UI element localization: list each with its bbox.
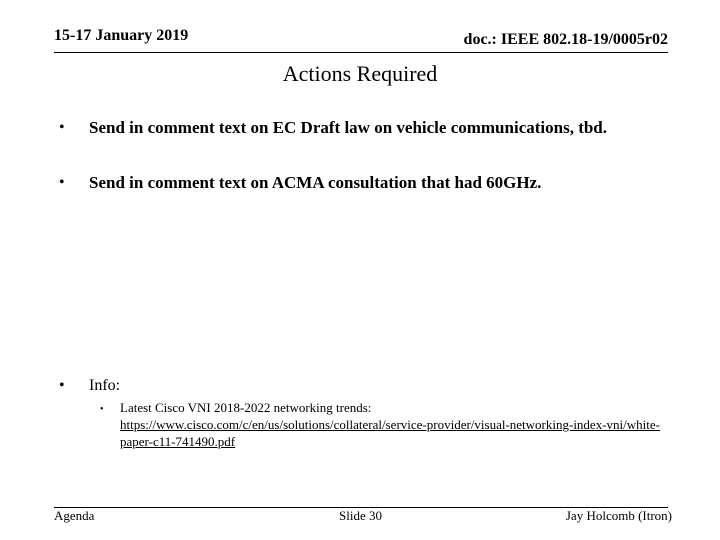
bullet-text-ec-draft-law: Send in comment text on EC Draft law on vehicle communications, tbd.: [89, 118, 608, 137]
bullet-marker: •: [59, 377, 65, 394]
sub-bullet: [120, 400, 660, 451]
sub-bullet-marker: •: [100, 404, 104, 415]
bullet-marker: •: [59, 119, 65, 136]
bullet-marker: •: [59, 174, 65, 191]
header-divider: [54, 52, 668, 53]
header-date: 15-17 January 2019: [54, 27, 189, 44]
bullet-text-acma: Send in comment text on ACMA consultation that had 60GHz.: [89, 173, 542, 192]
cisco-vni-link[interactable]: https://www.cisco.com/c/en/us/solutions/collateral/service-provider/visual-networking-index-vni/white-paper-c11-741490.pdf: [120, 416, 660, 449]
sub-bullet-text: Latest Cisco VNI 2018-2022 networking trends:: [120, 400, 372, 415]
footer-left: Agenda: [54, 508, 95, 523]
bullet-text-info: Info:: [89, 377, 121, 394]
header-doc-id: doc.: IEEE 802.18-19/0005r02: [463, 31, 668, 48]
footer-slide-number: Slide 30: [339, 508, 382, 523]
footer-author: Jay Holcomb (Itron): [565, 508, 672, 523]
slide-title: Actions Required: [282, 61, 438, 86]
